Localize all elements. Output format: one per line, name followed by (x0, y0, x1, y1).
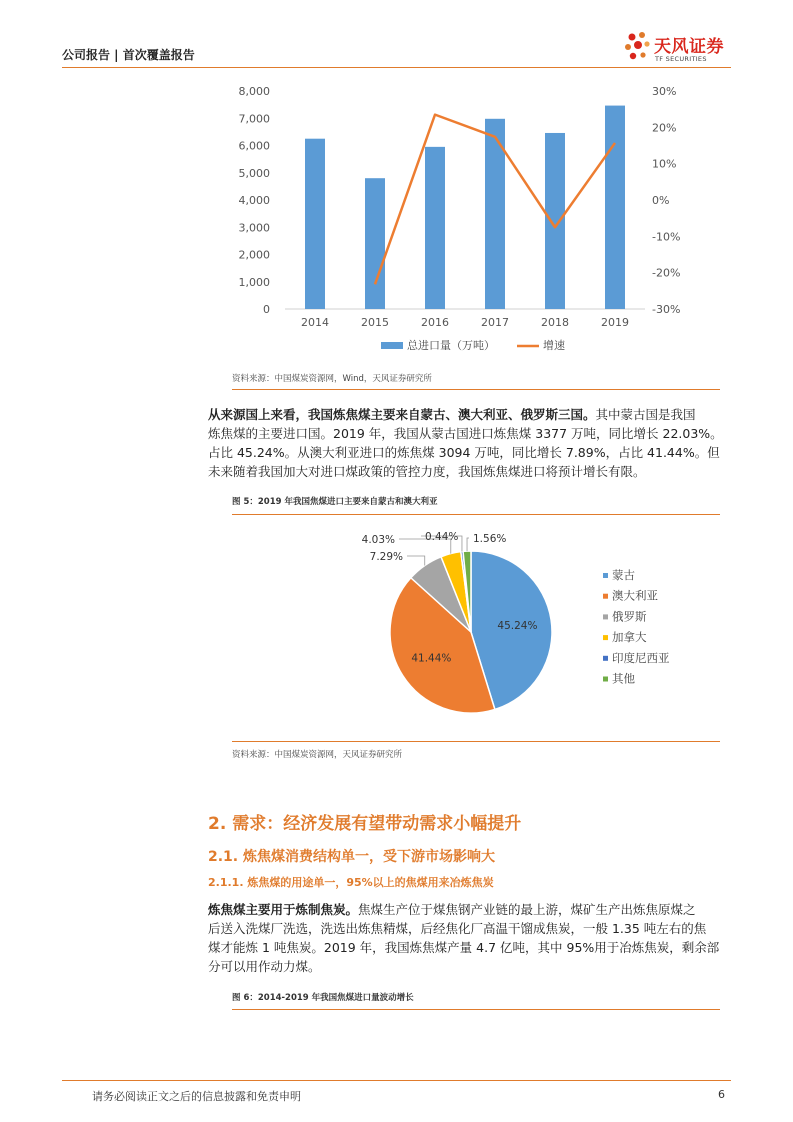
figure6-caption: 图 6：2014-2019 年我国焦煤进口量波动增长 (232, 993, 414, 1003)
chart1-bottom-rule (232, 389, 720, 390)
y-axis-tick-label: 0 (263, 303, 270, 316)
x-axis-tick-label: 2015 (361, 316, 389, 329)
page-number: 6 (718, 1088, 725, 1101)
y2-axis-tick-label: -30% (652, 303, 681, 316)
pie-legend-label: 印度尼西亚 (612, 650, 670, 665)
footer-disclaimer: 请务必阅读正文之后的信息披露和免责申明 (92, 1090, 301, 1103)
y-axis-tick-label: 8,000 (238, 85, 270, 98)
y-axis-tick-label: 4,000 (238, 194, 270, 207)
y2-axis-tick-label: 30% (652, 85, 677, 98)
y-axis-tick-label: 5,000 (238, 166, 270, 180)
figure5-top-rule (232, 514, 720, 515)
x-axis-tick-label: 2014 (301, 316, 329, 329)
legend-line-label: 增速 (543, 339, 565, 352)
figure5-bottom-rule (232, 741, 720, 742)
import-source-paragraph: 从来源国上来看，我国炼焦煤主要来自蒙古、澳大利亚、俄罗斯三国。其中蒙古国是我国 炼焦煤的主要进口国。2019 年，我国从蒙古国进口炼焦煤 3377 万吨，同比增长 22.03%。 占比 45.24%。从澳大利亚进口的炼焦煤 3094 万吨，同比增长 7.89%，占比 41.44%。但 未来随着我国加大对进口煤政策的管控力度，我国炼焦煤进口将预计增长有限。 (208, 407, 723, 479)
y2-axis-tick-label: 0% (652, 194, 670, 207)
x-axis-tick-label: 2019 (601, 316, 629, 329)
pie-legend-swatch (603, 594, 608, 599)
pie-legend-label: 其他 (612, 671, 635, 686)
legend-bar-swatch (381, 342, 403, 349)
section-heading-2-1: 2.1. 炼焦煤消费结构单一，受下游市场影响大 (208, 849, 495, 865)
footer-rule (62, 1080, 731, 1081)
pie-value-label: 1.56% (473, 533, 507, 545)
pie-value-label: 7.29% (369, 551, 403, 563)
chart2-source: 资料来源：中国煤炭资源网，天风证券研究所 (232, 750, 403, 760)
report-type-header: 公司报告 | 首次覆盖报告 (62, 48, 195, 62)
figure6-top-rule (232, 1009, 720, 1010)
paragraph-lead-2: 炼焦煤主要用于炼制焦炭。 (208, 902, 359, 917)
x-axis-tick-label: 2017 (481, 316, 509, 329)
y-axis-tick-label: 1,000 (238, 275, 270, 289)
x-axis-tick-label: 2016 (421, 316, 449, 329)
y2-axis-tick-label: 10% (652, 157, 677, 171)
import-share-pie-chart (340, 525, 720, 725)
pie-legend-swatch (603, 677, 608, 682)
pie-leader-line (467, 538, 469, 551)
pie-value-label: 41.44% (411, 652, 452, 665)
pie-legend-label: 澳大利亚 (612, 588, 658, 603)
pie-legend-swatch (603, 656, 608, 661)
y2-axis-tick-label: 20% (652, 121, 677, 135)
y-axis-tick-label: 6,000 (238, 139, 270, 153)
legend-bar-label: 总进口量（万吨） (407, 339, 495, 352)
y-axis-tick-label: 2,000 (238, 248, 270, 262)
import-volume-bar (365, 178, 385, 309)
pie-legend-swatch (603, 573, 608, 578)
paragraph-lead: 从来源国上来看，我国炼焦煤主要来自蒙古、澳大利亚、俄罗斯三国。 (208, 407, 596, 422)
pie-value-label: 0.44% (425, 531, 459, 543)
pie-legend-swatch (603, 635, 608, 640)
import-volume-bar (545, 133, 565, 309)
import-volume-bar (305, 139, 325, 309)
import-volume-chart (215, 78, 715, 360)
x-axis-tick-label: 2018 (541, 316, 569, 329)
pie-legend-swatch (603, 614, 608, 619)
pie-value-label: 4.03% (361, 534, 395, 546)
import-volume-bar (605, 106, 625, 309)
chart1-source: 资料来源：中国煤炭资源网，Wind，天风证券研究所 (232, 374, 432, 384)
y-axis-tick-label: 7,000 (238, 112, 270, 126)
tf-logo-icon (622, 28, 654, 68)
figure5-caption: 图 5：2019 年我国焦煤进口主要来自蒙古和澳大利亚 (232, 497, 438, 507)
company-logo (622, 28, 737, 68)
section-heading-2-1-1: 2.1.1. 炼焦煤的用途单一，95%以上的焦煤用来冶炼焦炭 (208, 876, 494, 889)
y2-axis-tick-label: -20% (652, 266, 681, 280)
pie-leader-line (407, 556, 425, 566)
import-volume-bar (425, 147, 445, 309)
pie-legend-label: 加拿大 (612, 630, 647, 645)
pie-legend-label: 俄罗斯 (612, 609, 647, 624)
pie-legend-label: 蒙古 (612, 568, 635, 582)
y2-axis-tick-label: -10% (652, 230, 681, 244)
pie-value-label: 45.24% (497, 620, 538, 633)
y-axis-tick-label: 3,000 (238, 221, 270, 235)
logo-name-en: TF SECURITIES (655, 55, 707, 63)
logo-name-cn: 天风证券 (654, 37, 724, 57)
coking-coal-use-paragraph: 炼焦煤主要用于炼制焦炭。焦煤生产位于煤焦钢产业链的最上游，煤矿生产出炼焦原煤之 后送入洗煤厂洗选，洗选出炼焦精煤，后经焦化厂高温干馏成焦炭，一般 1.35 吨左右的焦 煤才能炼 1 吨焦炭。2019 年，我国炼焦煤产量 4.7 亿吨，其中 95%用于冶炼焦炭，剩余部 分可以用作动力煤。 (208, 902, 720, 974)
section-heading-2: 2. 需求：经济发展有望带动需求小幅提升 (208, 814, 522, 834)
